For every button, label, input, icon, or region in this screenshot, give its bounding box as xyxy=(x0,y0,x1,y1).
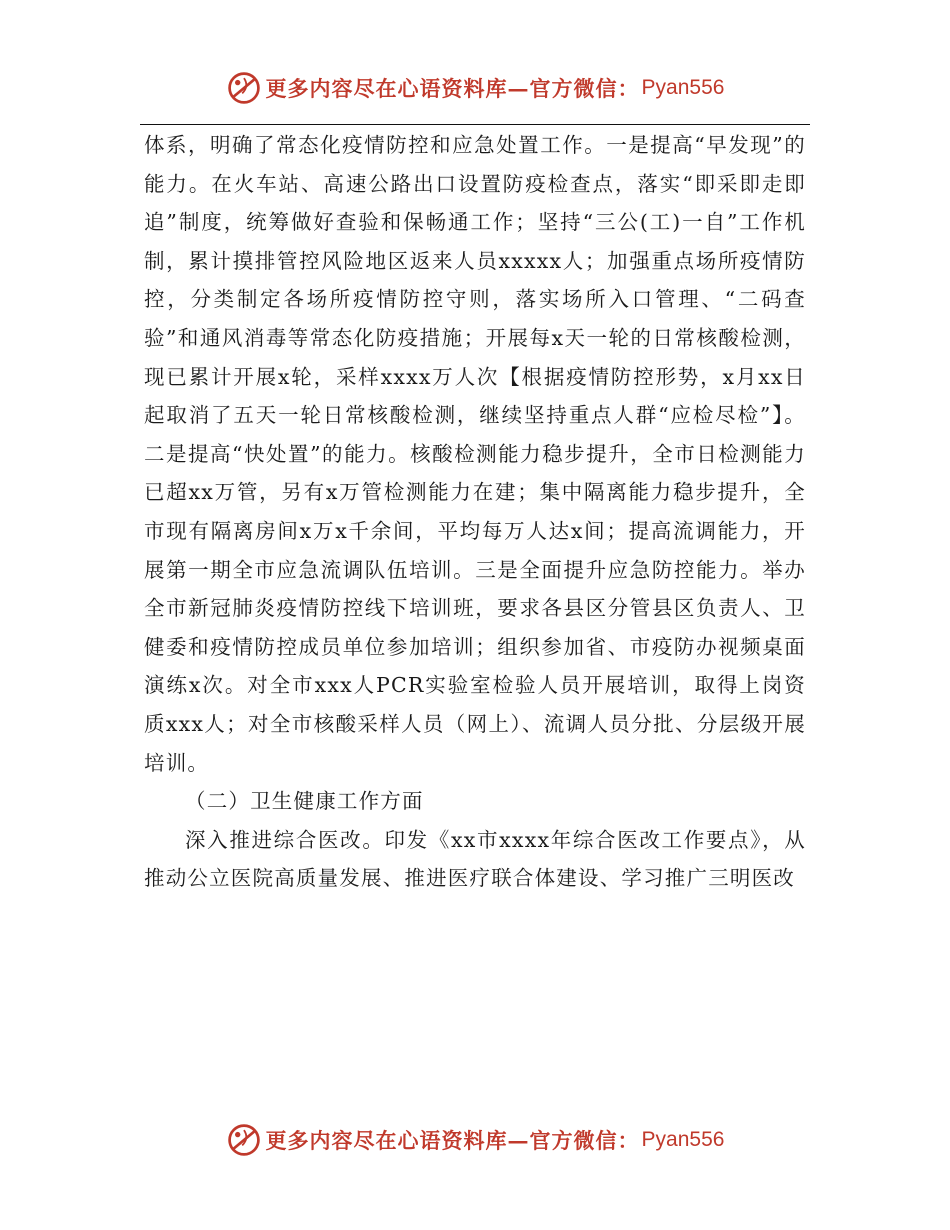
header-watermark xyxy=(0,68,950,108)
logo-icon xyxy=(226,70,262,106)
logo-icon xyxy=(226,1122,262,1158)
section-heading-health-work: （二）卫生健康工作方面 xyxy=(185,789,424,814)
paragraph-epidemic-prevention: 体系，明确了常态化疫情防控和应急处置工作。一是提高“早发现”的能力。在火车站、高速公路出口设置防疫检查点，落实“即采即走即追”制度，统筹做好查验和保畅通工作；坚持“三公(工)一自”工作机制，累计摸排管控风险地区返来人员xxxxx人；加强重点场所疫情防控，分类制定各场所疫情防控守则，落实场所入口管理、“二码查验”和通风消毒等常态化防疫措施；开展每x天一轮的日常核酸检测，现已累计开展x轮，采样xxxx万人次【根据疫情防控形势，x月xx日起取消了五天一轮日常核酸检测，继续坚持重点人群“应检尽检”】。二是提高“快处置”的能力。核酸检测能力稳步提升，全市日检测能力已超xx万管，另有x万管检测能力在建；集中隔离能力稳步提升，全市现有隔离房间x万x千余间，平均每万人达x间；提高流调能力，开展第一期全市应急流调队伍培训。三是全面提升应急防控能力。举办全市新冠肺炎疫情防控线下培训班，要求各县区分管县区负责人、卫健委和疫情防控成员单位参加培训；组织参加省、市疫防办视频桌面演练x次。对全市xxx人PCR实验室检验人员开展培训，取得上岗资质xxx人；对全市核酸采样人员（网上）、流调人员分批、分层级开展培训。 xyxy=(144,133,806,775)
paragraph-medical-reform: 深入推进综合医改。印发《xx市xxxx年综合医改工作要点》，从推动公立医院高质量发展、推进医疗联合体建设、学习推广三明医改 xyxy=(144,827,806,891)
watermark-text: 更多内容尽在心语资料库—官方微信： xyxy=(265,76,640,101)
footer-watermark xyxy=(0,1120,950,1160)
watermark-wechat-id: Pyan556 xyxy=(641,1128,725,1151)
header-divider xyxy=(140,124,810,125)
watermark-wechat-id: Pyan556 xyxy=(641,76,725,99)
watermark-text: 更多内容尽在心语资料库—官方微信： xyxy=(265,1128,640,1153)
document-body xyxy=(144,126,806,898)
